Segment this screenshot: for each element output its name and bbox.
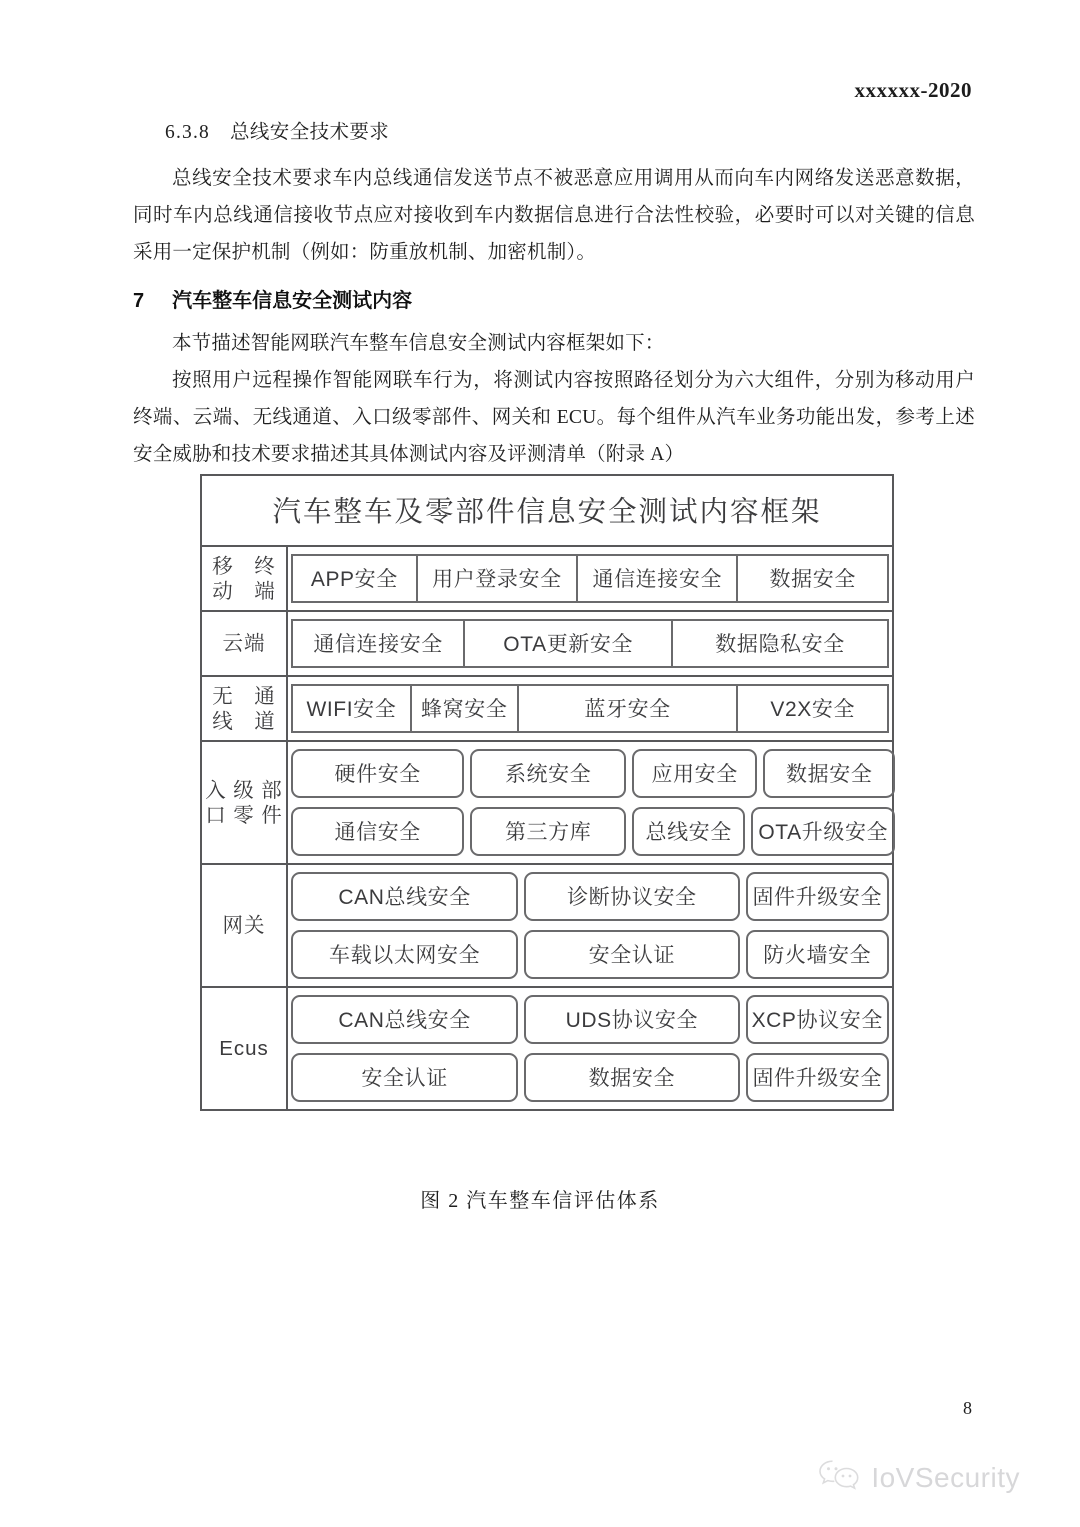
diagram-row <box>202 742 892 865</box>
diagram-row-body <box>288 988 892 1109</box>
watermark-text: IoVSecurity <box>871 1461 1020 1493</box>
diagram-item[interactable]: 数据安全 <box>769 568 856 591</box>
diagram-row-label <box>202 612 288 675</box>
diagram-row-label-line: 移动 <box>212 554 234 603</box>
diagram-row-label <box>202 677 288 740</box>
diagram-row-body <box>288 547 892 610</box>
diagram-row <box>202 612 892 677</box>
diagram-item[interactable]: 第三方库 <box>470 807 625 856</box>
diagram-strip <box>291 684 889 733</box>
diagram-row-label-line: Ecus <box>219 1037 269 1060</box>
diagram-item[interactable]: 诊断协议安全 <box>524 872 739 921</box>
diagram-item[interactable]: 数据安全 <box>524 1053 739 1102</box>
diagram-item[interactable]: OTA更新安全 <box>465 621 673 666</box>
diagram-item[interactable]: 用户登录安全 <box>418 556 578 601</box>
heading-7-number: 7 <box>133 290 145 312</box>
diagram-item[interactable]: 安全认证 <box>291 1053 518 1102</box>
diagram-row-label-line: 部件 <box>261 778 283 827</box>
diagram-strip <box>291 749 889 798</box>
diagram-item[interactable]: 通信连接安全 <box>293 621 465 666</box>
document-number-header: xxxxxx-2020 <box>854 78 972 102</box>
paragraph-six-components: 按照用户远程操作智能网联车行为，将测试内容按照路径划分为六大组件，分别为移动用户终端、云端、无线通道、入口级零部件、网关和 ECU。每个组件从汽车业务功能出发，参考上述安全威胁和技术要求描述其具体测试内容及评测清单（附录 A） <box>133 370 975 465</box>
diagram-item[interactable]: 固件升级安全 <box>746 1053 890 1102</box>
diagram-row-label-line: 级零 <box>233 778 255 827</box>
diagram-row-label <box>202 742 288 863</box>
diagram-item[interactable]: 安全认证 <box>524 930 739 979</box>
diagram-strip <box>291 554 889 603</box>
diagram-item[interactable]: WIFI安全 <box>293 686 412 731</box>
heading-7 <box>133 285 975 317</box>
diagram-item[interactable]: XCP协议安全 <box>746 995 890 1044</box>
diagram-strip <box>291 1053 889 1102</box>
paragraph-framework-intro: 本节描述智能网联汽车整车信息安全测试内容框架如下： <box>172 333 665 354</box>
diagram-title: 汽车整车及零部件信息安全测试内容框架 <box>202 476 892 547</box>
diagram-row-label-line: 网关 <box>222 914 266 937</box>
watermark <box>817 1458 1020 1497</box>
diagram-item[interactable]: CAN总线安全 <box>291 872 518 921</box>
diagram-item[interactable]: 蜂窝安全 <box>412 686 519 731</box>
diagram-row-label-line: 通道 <box>254 684 276 733</box>
diagram-item[interactable]: APP安全 <box>293 556 418 601</box>
body-column <box>133 118 975 473</box>
diagram-row <box>202 865 892 988</box>
page-number: 8 <box>963 1398 972 1418</box>
diagram-item[interactable]: OTA升级安全 <box>751 807 895 856</box>
diagram-item[interactable]: 固件升级安全 <box>746 872 890 921</box>
diagram-strip <box>291 619 889 668</box>
diagram-item[interactable]: 总线安全 <box>632 807 746 856</box>
heading-6-3-8-number: 6.3.8 <box>165 122 210 143</box>
diagram-row <box>202 547 892 612</box>
framework-diagram-wrapper <box>200 474 894 1111</box>
diagram-row-label-line: 入口 <box>205 778 227 827</box>
diagram-row <box>202 677 892 742</box>
diagram-item[interactable]: V2X安全 <box>770 698 856 721</box>
diagram-item[interactable]: 蓝牙安全 <box>519 686 739 731</box>
diagram-item[interactable]: 系统安全 <box>470 749 625 798</box>
diagram-row-label <box>202 865 288 986</box>
diagram-row-body <box>288 612 892 675</box>
diagram-item[interactable]: 防火墙安全 <box>746 930 890 979</box>
diagram-row-label <box>202 988 288 1109</box>
heading-6-3-8 <box>165 118 975 148</box>
paragraph-bus-security: 总线安全技术要求车内总线通信发送节点不被恶意应用调用从而向车内网络发送恶意数据，同时车内总线通信接收节点应对接收到车内数据信息进行合法性校验，必要时可以对关键的信息采用一定保护机制（例如：防重放机制、加密机制）。 <box>133 168 975 263</box>
diagram-strip <box>291 930 889 979</box>
diagram-strip <box>291 995 889 1044</box>
diagram-row-body <box>288 865 892 986</box>
diagram-row-body <box>288 742 892 863</box>
heading-7-title: 汽车整车信息安全测试内容 <box>172 290 413 312</box>
diagram-row-label-line: 无线 <box>212 684 234 733</box>
wechat-icon <box>817 1458 863 1497</box>
diagram-strip <box>291 872 889 921</box>
diagram-rows <box>202 547 892 1109</box>
diagram-strip <box>291 807 889 856</box>
diagram-item[interactable]: 应用安全 <box>632 749 758 798</box>
diagram-row <box>202 988 892 1109</box>
diagram-row-body <box>288 677 892 740</box>
diagram-item[interactable]: 通信安全 <box>291 807 464 856</box>
diagram-row-label-line: 终端 <box>254 554 276 603</box>
framework-diagram <box>200 474 894 1111</box>
diagram-item[interactable]: 数据隐私安全 <box>715 633 845 656</box>
diagram-item[interactable]: 数据安全 <box>763 749 895 798</box>
diagram-row-label-line: 云端 <box>222 632 266 655</box>
diagram-item[interactable]: 硬件安全 <box>291 749 464 798</box>
heading-6-3-8-title: 总线安全技术要求 <box>230 122 390 143</box>
diagram-row-label <box>202 547 288 610</box>
figure-caption: 图 2 汽车整车信评估体系 <box>420 1190 660 1212</box>
diagram-item[interactable]: UDS协议安全 <box>524 995 739 1044</box>
diagram-item[interactable]: CAN总线安全 <box>291 995 518 1044</box>
diagram-item[interactable]: 车载以太网安全 <box>291 930 518 979</box>
diagram-item[interactable]: 通信连接安全 <box>578 556 738 601</box>
